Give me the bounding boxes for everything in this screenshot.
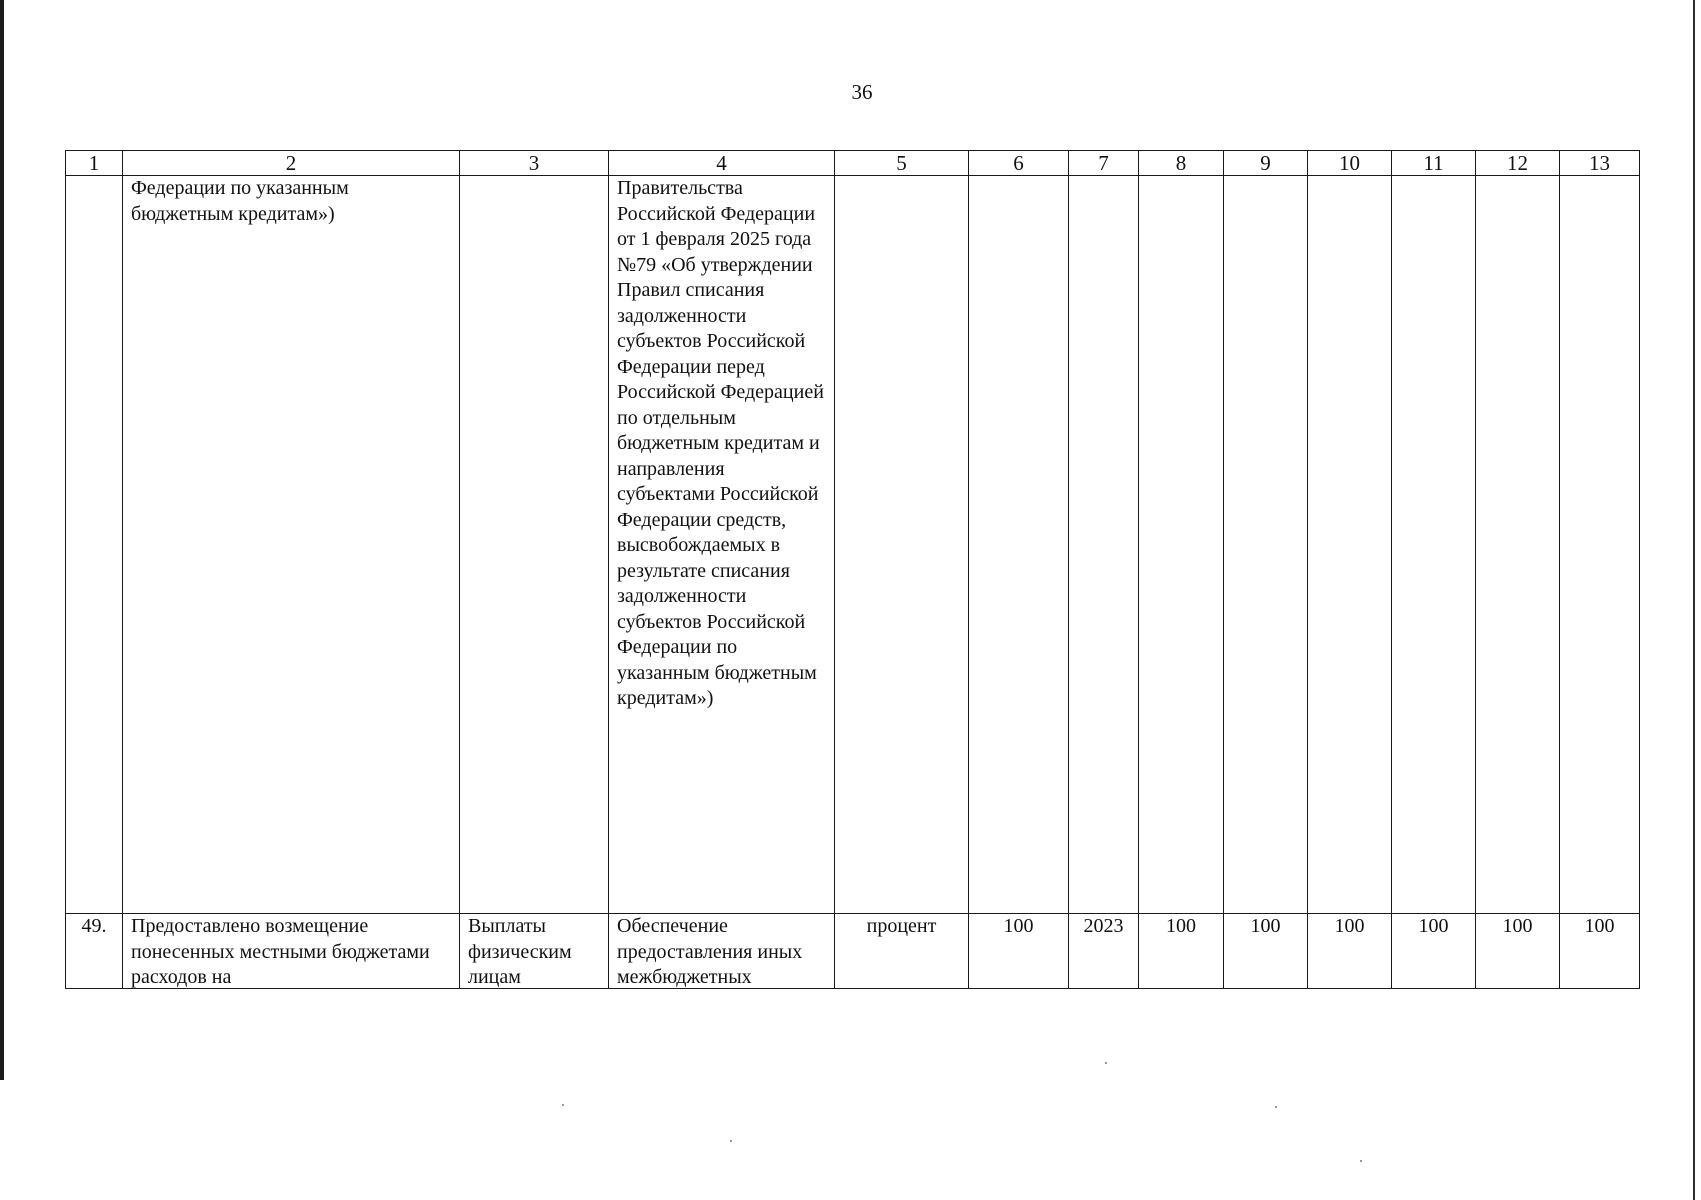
column-number: 13 — [1560, 151, 1640, 176]
column-number: 2 — [123, 151, 460, 176]
year-cell: 2023 — [1069, 914, 1139, 989]
table-cell: 100 — [969, 914, 1069, 989]
table-cell — [969, 176, 1069, 914]
table-cell — [1476, 176, 1560, 914]
column-number: 12 — [1476, 151, 1560, 176]
table-cell: 100 — [1392, 914, 1476, 989]
scan-speck — [1275, 1106, 1277, 1108]
row-number: 49. — [66, 914, 123, 989]
table-cell: 100 — [1224, 914, 1308, 989]
document-table — [65, 150, 1640, 989]
table-cell — [66, 176, 123, 914]
table-cell: 100 — [1560, 914, 1640, 989]
column-number: 8 — [1139, 151, 1224, 176]
table-cell: 100 — [1476, 914, 1560, 989]
table-row — [66, 914, 1640, 989]
column-number: 5 — [835, 151, 969, 176]
column-number: 7 — [1069, 151, 1139, 176]
scan-edge-left — [0, 0, 4, 1080]
column-number: 10 — [1308, 151, 1392, 176]
table-cell — [123, 176, 460, 914]
table-cell — [835, 176, 969, 914]
column-number: 11 — [1392, 151, 1476, 176]
table-cell — [460, 914, 609, 989]
table-cell — [1224, 176, 1308, 914]
cell-text: Обеспечение предоставления иных межбюджетных — [617, 915, 803, 988]
column-number: 3 — [460, 151, 609, 176]
table-cell: 100 — [1308, 914, 1392, 989]
table-cell — [1139, 176, 1224, 914]
page-number: 36 — [851, 80, 873, 104]
column-number-row — [66, 151, 1640, 176]
column-number: 1 — [66, 151, 123, 176]
scan-speck — [562, 1104, 564, 1106]
scan-speck — [1360, 1160, 1362, 1162]
column-number: 4 — [609, 151, 835, 176]
table-cell — [123, 914, 460, 989]
table-cell — [460, 176, 609, 914]
table-cell — [1069, 176, 1139, 914]
cell-text: Федерации по указанным бюджетным кредитам») — [131, 177, 349, 225]
scan-edge-right — [1693, 0, 1695, 1200]
column-number: 6 — [969, 151, 1069, 176]
table-cell — [609, 176, 835, 914]
table-cell — [1560, 176, 1640, 914]
cell-text: Выплаты физическим лицам — [468, 915, 572, 988]
unit-cell: процент — [835, 914, 969, 989]
table-cell — [1392, 176, 1476, 914]
table-cell — [1308, 176, 1392, 914]
cell-text: Предоставлено возмещение понесенных местными бюджетами расходов на — [131, 915, 430, 988]
scan-speck — [730, 1140, 732, 1142]
column-number: 9 — [1224, 151, 1308, 176]
table-row-continued — [66, 176, 1640, 914]
table-cell: 100 — [1139, 914, 1224, 989]
table-cell — [609, 914, 835, 989]
cell-text: Правительства Российской Федерации от 1 февраля 2025 года №79 «Об утверждении Правил списания задолженности субъектов Российской Федерации перед Российской Федерацией по отдельным бюджетным кредитам и направления субъектами Российской Федерации средств, высвобождаемых в результате списания задолженности субъектов Российской Федерации по указанным бюджетным кредитам») — [617, 177, 824, 709]
scan-speck — [1105, 1062, 1107, 1064]
